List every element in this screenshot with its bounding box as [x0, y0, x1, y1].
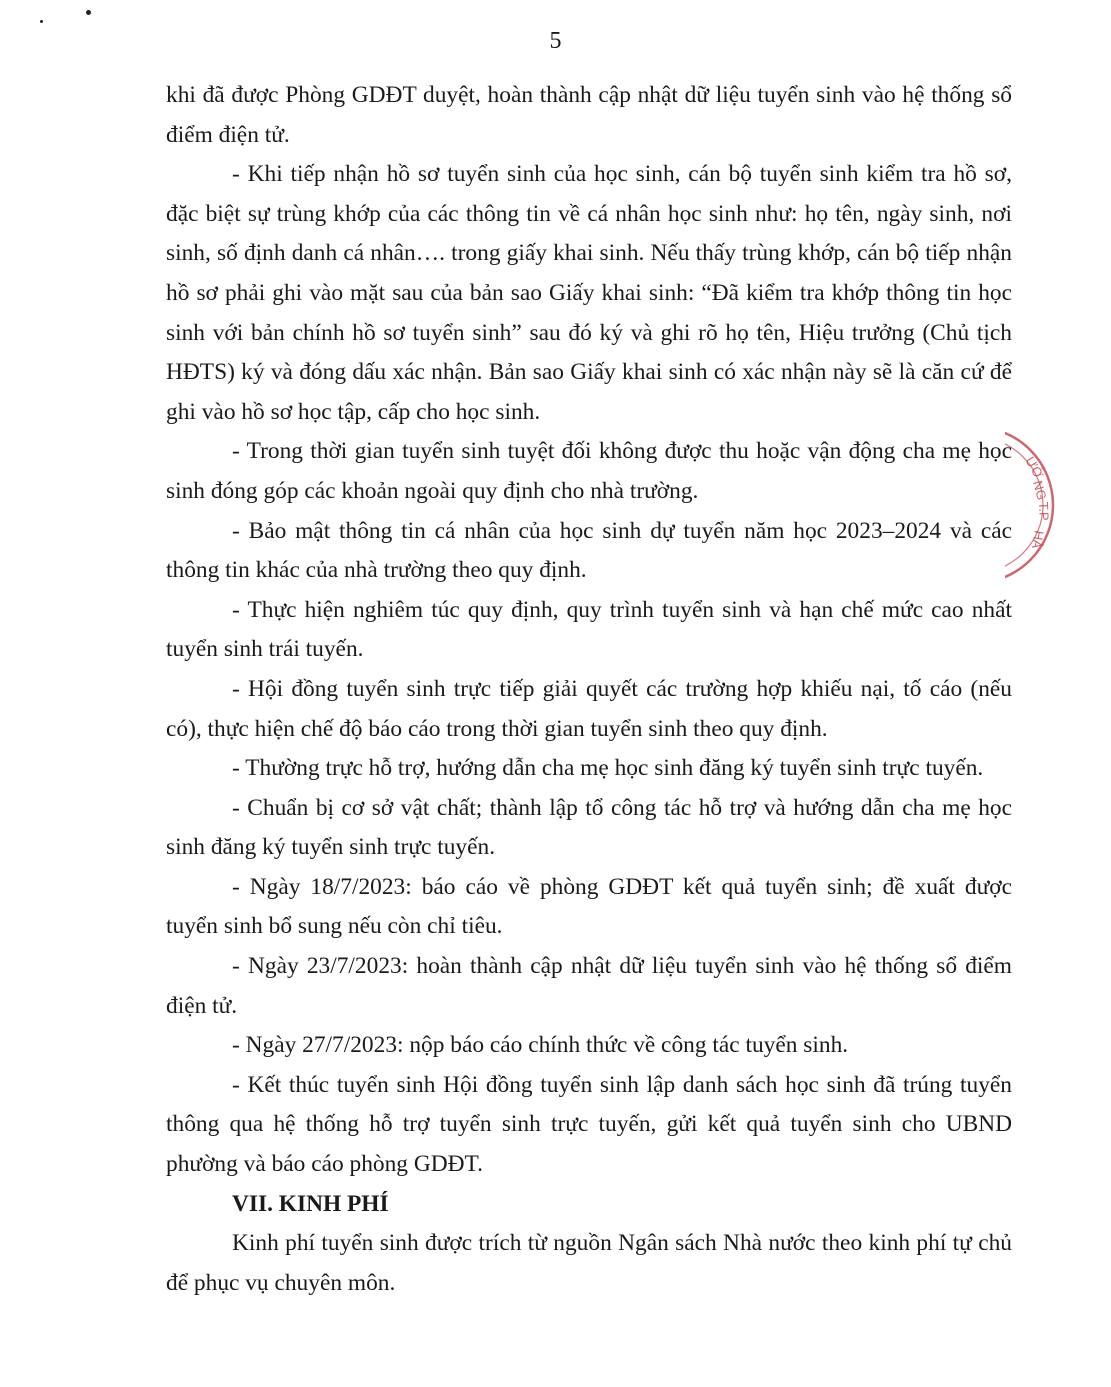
page-number: 5	[549, 28, 562, 54]
document-body	[166, 76, 1012, 1303]
paragraph-facilities: - Chuẩn bị cơ sở vật chất; thành lập tổ công tác hỗ trợ và hướng dẫn cha mẹ học sinh đăng ký tuyển sinh trực tuyến.	[166, 794, 1012, 861]
paragraph-birth-certificate-check: - Khi tiếp nhận hồ sơ tuyển sinh của học sinh, cán bộ tuyển sinh kiểm tra hồ sơ, đặc biệt sự trùng khớp của các thông tin về cá nhân học sinh như: họ tên, ngày sinh, nơi sinh, số định danh cá nhân…. trong giấy khai sinh. Nếu thấy trùng khớp, cán bộ tiếp nhận hồ sơ phải ghi vào mặt sau của bản sao Giấy khai sinh: “Đã kiểm tra khớp thông tin học sinh với bản chính hồ sơ tuyển sinh” sau đó ký và ghi rõ họ tên, Hiệu trưởng (Chủ tịch HĐTS) ký và đóng dấu xác nhận. Bản sao Giấy khai sinh có xác nhận này sẽ là căn cứ để ghi vào hồ sơ học tập, cấp cho học sinh.	[166, 161, 1012, 425]
paragraph-strict-procedure: - Thực hiện nghiêm túc quy định, quy trình tuyển sinh và hạn chế mức cao nhất tuyển sinh trái tuyến.	[166, 596, 1012, 663]
svg-text:ƯỜ: ƯỜ	[1022, 454, 1047, 481]
paragraph-data-privacy: - Bảo mật thông tin cá nhân của học sinh dự tuyển năm học 2023–2024 và các thông tin khác của nhà trường theo quy định.	[166, 517, 1012, 584]
stamp-seal-graphic	[1005, 430, 1085, 580]
official-stamp-seal	[1005, 430, 1085, 580]
svg-text:NG: NG	[1030, 478, 1050, 502]
paragraph-date-27-7: - Ngày 27/7/2023: nộp báo cáo chính thức về công tác tuyển sinh.	[232, 1032, 849, 1059]
paragraph-conclusion: - Kết thúc tuyển sinh Hội đồng tuyển sinh lập danh sách học sinh đã trúng tuyển thông qua hệ thống hỗ trợ tuyển sinh trực tuyến, gửi kết quả tuyển sinh cho UBND phường và báo cáo phòng GDĐT.	[166, 1071, 1012, 1178]
paragraph-continuation: khi đã được Phòng GDĐT duyệt, hoàn thành cập nhật dữ liệu tuyển sinh vào hệ thống sổ điểm điện tử.	[166, 82, 1012, 148]
svg-text:HÀ: HÀ	[1028, 529, 1047, 550]
paragraph-no-fees: - Trong thời gian tuyển sinh tuyệt đối không được thu hoặc vận động cha mẹ học sinh đóng góp các khoản ngoài quy định cho nhà trường.	[166, 438, 1012, 504]
svg-text:T.P: T.P	[1036, 501, 1052, 521]
scan-speck	[40, 20, 43, 23]
paragraph-online-support: - Thường trực hỗ trợ, hướng dẫn cha mẹ học sinh đăng ký tuyển sinh trực tuyến.	[232, 755, 984, 782]
paragraph-budget: Kinh phí tuyển sinh được trích từ nguồn Ngân sách Nhà nước theo kinh phí tự chủ để phục vụ chuyên môn.	[166, 1230, 1012, 1296]
scan-speck	[86, 10, 91, 15]
paragraph-complaints: - Hội đồng tuyển sinh trực tiếp giải quyết các trường hợp khiếu nại, tố cáo (nếu có), thực hiện chế độ báo cáo trong thời gian tuyển sinh theo quy định.	[166, 675, 1012, 742]
section-heading-budget: VII. KINH PHÍ	[232, 1190, 389, 1217]
paragraph-date-18-7: - Ngày 18/7/2023: báo cáo về phòng GDĐT kết quả tuyển sinh; đề xuất được tuyển sinh bổ sung nếu còn chỉ tiêu.	[166, 873, 1012, 940]
paragraph-date-23-7: - Ngày 23/7/2023: hoàn thành cập nhật dữ liệu tuyển sinh vào hệ thống sổ điểm điện tử.	[166, 953, 1012, 1019]
